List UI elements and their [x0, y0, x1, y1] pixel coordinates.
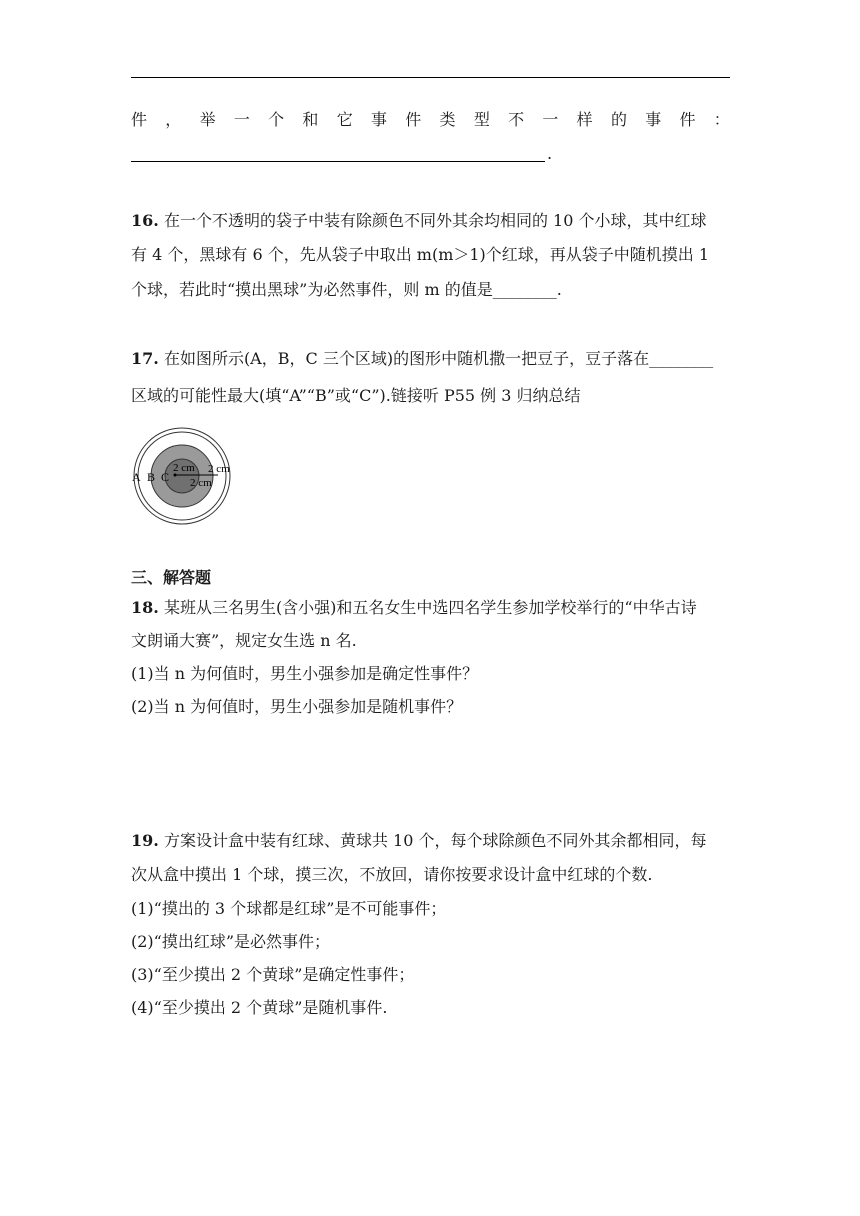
label-b: B — [147, 470, 156, 484]
q15-tail-char: ， — [165, 110, 182, 129]
q15-tail-char: 它 — [336, 110, 353, 129]
q15-tail-char: 举 — [199, 110, 216, 129]
q18-line-2: 文朗诵大赛”，规定女生选 n 名. — [131, 631, 357, 650]
q15-tail-char: 类 — [439, 110, 456, 129]
q15-tail-char: 件 — [131, 110, 148, 129]
q19-line-2: 次从盒中摸出 1 个球，摸三次，不放回，请你按要求设计盒中红球的个数. — [131, 865, 653, 884]
q19-number: 19. — [131, 831, 159, 850]
q18-sub-2: (2)当 n 为何值时，男生小强参加是随机事件？ — [131, 697, 463, 716]
q15-tail-char: 型 — [473, 110, 490, 129]
section-heading: 三、解答题 — [131, 568, 212, 587]
q17-line-2 — [131, 385, 581, 407]
q15-tail-char: 一 — [542, 110, 559, 129]
dim-label-3: 2 cm — [190, 477, 212, 489]
q15-tail-char: 事 — [370, 110, 387, 129]
q15-tail-char: 的 — [610, 110, 627, 129]
q15-answer-end: . — [547, 144, 553, 163]
q15-tail-char: 一 — [233, 110, 250, 129]
q18-sub-1: (1)当 n 为何值时，男生小强参加是确定性事件？ — [131, 664, 479, 683]
q15-tail-char: ： — [713, 110, 730, 129]
q19-sub-1: (1)“摸出的 3 个球都是红球”是不可能事件； — [131, 899, 447, 918]
q17-text-1: 在如图所示(A，B，C 三个区域)的图形中随机撒一把豆子，豆子落在________ — [163, 349, 714, 368]
q17-note: 链接听 P55 例 3 归纳总结 — [390, 386, 581, 405]
q15-tail-char: 件 — [405, 110, 422, 129]
q15-tail-char: 件 — [679, 110, 696, 129]
concentric-circles-diagram — [128, 426, 243, 526]
q18-line-1 — [131, 597, 697, 619]
dim-label-1: 2 cm — [173, 462, 195, 474]
q19-sub-4: (4)“至少摸出 2 个黄球”是随机事件. — [131, 998, 388, 1017]
q17-line-1 — [131, 348, 713, 370]
q16-line-2: 有 4 个，黑球有 6 个，先从袋子中取出 m(m＞1)个红球，再从袋子中随机摸出 1 — [131, 245, 710, 264]
q15-tail-line — [131, 109, 730, 131]
q17-target-figure — [128, 426, 243, 526]
q15-tail-char: 样 — [576, 110, 593, 129]
header-rule — [131, 77, 730, 78]
q19-line-1 — [131, 830, 706, 852]
q15-answer-blank — [131, 139, 545, 162]
q18-number: 18. — [131, 598, 159, 617]
q17-text-2: 区域的可能性最大(填“A”“B”或“C”). — [131, 386, 391, 405]
q15-tail-char: 个 — [268, 110, 285, 129]
q16-text-1: 在一个不透明的袋子中装有除颜色不同外其余均相同的 10 个小球，其中红球 — [163, 211, 707, 230]
label-c: C — [161, 470, 170, 484]
q19-sub-2: (2)“摸出红球”是必然事件； — [131, 932, 331, 951]
q15-tail-char: 和 — [302, 110, 319, 129]
q16-line-3: 个球，若此时“摸出黑球”为必然事件，则 m 的值是________. — [131, 280, 562, 299]
q19-sub-3: (3)“至少摸出 2 个黄球”是确定性事件； — [131, 965, 415, 984]
q15-tail-char: 不 — [508, 110, 525, 129]
dim-label-2: 2 cm — [208, 463, 230, 475]
q17-number: 17. — [131, 349, 159, 368]
label-a: A — [132, 470, 141, 484]
q18-text-1: 某班从三名男生(含小强)和五名女生中选四名学生参加学校举行的“中华古诗 — [163, 598, 697, 617]
q15-tail-char: 事 — [645, 110, 662, 129]
q19-text-1: 方案设计盒中装有红球、黄球共 10 个，每个球除颜色不同外其余都相同，每 — [163, 831, 707, 850]
q16-number: 16. — [131, 211, 159, 230]
q16-line-1 — [131, 210, 706, 232]
